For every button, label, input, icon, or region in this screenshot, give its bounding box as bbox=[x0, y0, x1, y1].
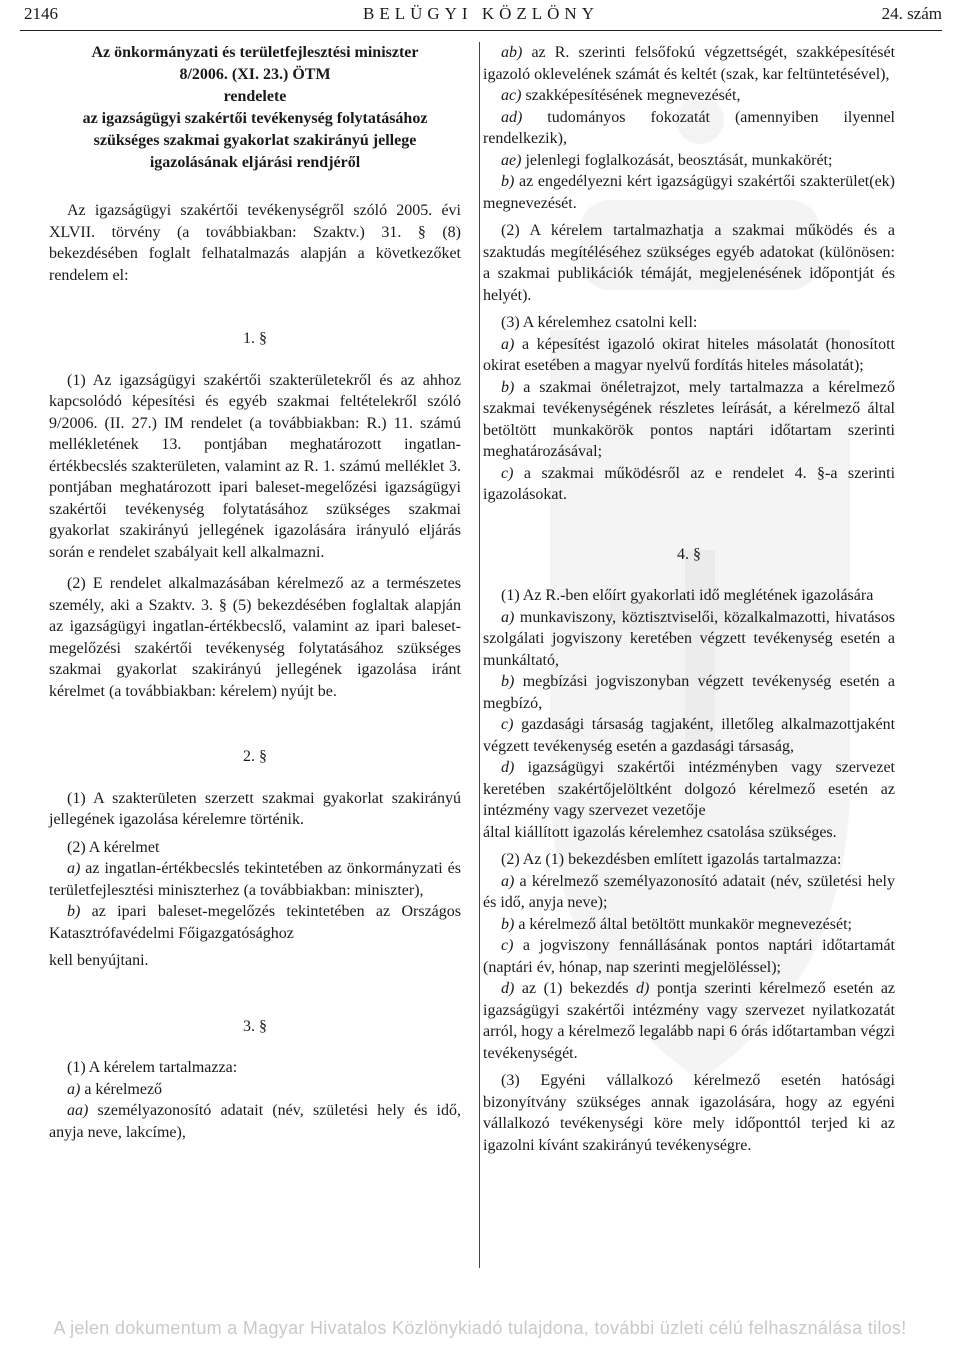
journal-title: BELÜGYI KÖZLÖNY bbox=[362, 4, 599, 23]
column-divider bbox=[479, 42, 480, 1268]
s3-item-b-label: b) bbox=[501, 173, 515, 190]
decree-title-1: Az önkormányzati és területfejlesztési miniszter bbox=[91, 44, 419, 61]
s4-item-b-text: megbízási jogviszonyban végzett tevékenység esetén a megbízó, bbox=[483, 673, 895, 712]
s4-2-item-a bbox=[483, 871, 895, 914]
s4-item-d bbox=[483, 757, 895, 822]
s2-item-b-label: b) bbox=[67, 903, 81, 920]
s2-item-a-text: az ingatlan-értékbecslés tekintetében az önkormányzati és területfejlesztési miniszterhez (a továbbiakban: miniszter), bbox=[49, 860, 462, 899]
page-number: 2146 bbox=[24, 4, 58, 23]
s3-item-a-label: a) bbox=[67, 1080, 81, 1098]
s4-item-b bbox=[483, 671, 895, 714]
s3-item-ae bbox=[483, 150, 895, 172]
s3-3-item-c-text: a szakmai működésről az e rendelet 4. §-a szerinti igazolásokat. bbox=[483, 464, 896, 503]
s3-item-b bbox=[483, 171, 895, 214]
s4-item-a-label: a) bbox=[501, 608, 515, 626]
s3-3-item-a bbox=[483, 334, 895, 377]
s4-item-a-text: munkaviszony, köztisztviselői, közalkalmazotti, hivatásos szolgálati jogviszony keretében végzett tevékenység esetén a munkáltató, bbox=[483, 608, 896, 669]
s2-item-b-text: az ipari baleset-megelőzés tekintetében az Országos Katasztrófavédelmi Főigazgatósághoz bbox=[49, 903, 461, 942]
s3-item-ab bbox=[483, 42, 895, 85]
s3-3-item-a-text: a képesítést igazoló okirat hiteles másolatát (honosított okirat esetében a magyar nyelvű fordítás hiteles másolatát); bbox=[483, 335, 896, 374]
s4-2-item-d bbox=[483, 978, 895, 1064]
s3-item-a-text: a kérelmező bbox=[84, 1080, 163, 1098]
s3-3-item-c-label: c) bbox=[501, 464, 514, 482]
s4-item-c bbox=[483, 714, 895, 757]
s4-2-item-a-text: a kérelmező személyazonosító adatait (név, születési hely és idő, anyja neve); bbox=[483, 872, 895, 911]
s3-item-a bbox=[49, 1079, 461, 1101]
section-2-heading: 2. § bbox=[243, 748, 267, 765]
s4-2-item-b-text: a kérelmező által betöltött munkakör megnevezését; bbox=[518, 915, 852, 933]
s3-item-ab-text: az R. szerinti felsőfokú végzettségét, szakképesítését igazoló oklevelének számát és keltét (szak, kar feltüntetésével), bbox=[483, 44, 896, 83]
s3-3-item-a-label: a) bbox=[501, 335, 515, 353]
s3-item-aa-text: személyazonosító adatait (név, születési hely és idő, anyja neve, lakcíme), bbox=[49, 1102, 462, 1141]
s4-item-d-text: igazságügyi szakértői intézményben vagy szervezet keretében szakértőjelöltként dolgozó kérelmező esetén az intézmény vagy szervezet vezetője bbox=[483, 759, 895, 819]
s4-2-item-d-prefix: az (1) bekezdés bbox=[521, 980, 629, 997]
s3-item-ad bbox=[483, 107, 895, 150]
section-3-heading: 3. § bbox=[243, 1017, 267, 1035]
header-rule bbox=[20, 30, 942, 31]
s2-paragraph-1: (1) A szakterületen szerzett szakmai gyakorlat szakirányú jellegének igazolása kérelemre történik. bbox=[49, 789, 461, 828]
s4-2-item-a-label: a) bbox=[501, 872, 515, 890]
s3-paragraph-1: (1) A kérelem tartalmazza: bbox=[67, 1059, 238, 1076]
s4-item-c-label: c) bbox=[501, 716, 514, 733]
s3-item-ac bbox=[483, 85, 895, 107]
preamble: Az igazságügyi szakértői tevékenységről szóló 2005. évi XLVII. törvény (a továbbiakban: Szaktv.) 31. § (8) bekezdésében foglalt felhatalmazás alapján a következőket rendelem el: bbox=[49, 202, 461, 284]
s1-paragraph-1: (1) Az igazságügyi szakértői szakterületekről és az ahhoz kapcsolódó képesítési és egyéb szakmai feltételekről szóló 9/2006. (II. 27.) IM rendelet (a továbbiakban: R.) 11. számú mellékletének 13. pontjában meghatározott ingatlan-értékbecslés szakterületen, valamint az R. 1. számú melléklet 3. pontjában meghatározott ipari baleset-megelőzési igazságügyi szakértői tevékenység folytatásához szükséges szakmai gyakorlat szakirányú jellegének igazolására irányuló eljárás során e rendelet szabályait kell alkalmazni. bbox=[49, 371, 461, 561]
s3-item-ac-label: ac) bbox=[501, 87, 522, 104]
decree-title-4: az igazságügyi szakértői tevékenység folytatásához bbox=[82, 110, 428, 127]
s4-item-a bbox=[483, 607, 895, 672]
ownership-watermark: A jelen dokumentum a Magyar Hivatalos Közlönykiadó tulajdona, további üzleti célú felhasználása tilos! bbox=[53, 1318, 907, 1338]
s4-2-item-d-label: d) bbox=[501, 980, 515, 997]
decree-title-3: rendelete bbox=[223, 88, 287, 105]
s4-2-item-b-label: b) bbox=[501, 915, 515, 933]
s2-closing: kell benyújtani. bbox=[49, 952, 149, 969]
s3-item-b-text: az engedélyezni kért igazságügyi szakértői szakterület(ek) megnevezését. bbox=[483, 173, 896, 212]
s2-paragraph-2: (2) A kérelmet bbox=[67, 838, 160, 856]
s3-3-item-b-label: b) bbox=[501, 378, 515, 396]
decree-title-5: szükséges szakmai gyakorlat szakirányú jellege bbox=[93, 132, 417, 149]
s3-3-item-c bbox=[483, 463, 895, 506]
decree-title-2: 8/2006. (XI. 23.) ÖTM bbox=[179, 66, 331, 83]
section-1-heading: 1. § bbox=[243, 330, 267, 347]
s4-paragraph-3: (3) Egyéni vállalkozó kérelmező esetén hatósági bizonyítvány szükséges annak igazolására, hogy az egyéni vállalkozó tevékenységi köre mely időponttól terjed ki az igazolni kívánt szakirányú tevékenységre. bbox=[483, 1072, 895, 1154]
s2-item-a bbox=[49, 858, 461, 901]
s4-2-item-d-ref: d) bbox=[636, 980, 650, 997]
s4-2-item-c bbox=[483, 935, 895, 978]
s4-paragraph-1: (1) Az R.-ben előírt gyakorlati idő meglétének igazolására bbox=[501, 587, 874, 604]
s3-item-ae-text: jelenlegi foglalkozását, beosztását, munkakörét; bbox=[525, 151, 833, 169]
s3-item-ad-label: ad) bbox=[501, 108, 523, 126]
s4-2-item-c-label: c) bbox=[501, 937, 514, 954]
s1-paragraph-2: (2) E rendelet alkalmazásában kérelmező az a természetes személy, aki a Szaktv. 3. § (5) bekezdésében foglaltak alapján az igazságügyi ingatlan-értékbecslő, valamint az ipari baleset-megelőzési szakértői tevékenység folytatásához szükséges szakmai gyakorlat szakirányú jellegének igazolása iránt kérelmet (a továbbiakban: kérelem) nyújt be. bbox=[49, 575, 461, 700]
s3-item-ac-text: szakképesítésének megnevezését, bbox=[525, 87, 741, 104]
s4-2-item-d-text: pontja szerinti kérelmező esetén az igazságügyi szakértői intézmény vagy szervezet nyilatkozatát arról, hogy a kérelmező legalább napi 6 órás időtartamban végzi tevékenységét. bbox=[483, 980, 896, 1062]
s4-closing: által kiállított igazolás kérelemhez csatolása szükséges. bbox=[483, 823, 837, 841]
s3-item-ae-label: ae) bbox=[501, 151, 522, 169]
s4-2-item-c-text: a jogviszony fennállásának pontos naptári időtartamát (naptári év, hónap, nap szerinti megjelöléssel); bbox=[483, 937, 895, 976]
s3-3-item-b-text: a szakmai önéletrajzot, mely tartalmazza a kérelmező szakmai tevékenységének részletes leírását, a kérelmező által betöltött munkakörök pontos naptári időtartam szerinti meghatározásával; bbox=[483, 378, 895, 460]
s3-paragraph-3: (3) A kérelemhez csatolni kell: bbox=[501, 314, 698, 331]
s4-item-b-label: b) bbox=[501, 673, 515, 690]
s3-paragraph-2: (2) A kérelem tartalmazhatja a szakmai működés és a szaktudás megítéléséhez szükséges egyéb adatokat (különösen: a szakmai publikációk témáját, megjelenésének időpontját és helyét). bbox=[483, 222, 895, 304]
s3-3-item-b bbox=[483, 377, 895, 463]
s4-2-item-b bbox=[483, 914, 895, 936]
decree-title-6: igazolásának eljárási rendjéről bbox=[149, 154, 361, 171]
s3-item-aa bbox=[49, 1100, 461, 1143]
section-4-heading: 4. § bbox=[677, 545, 701, 563]
issue-number: 24. szám bbox=[881, 4, 942, 23]
s4-item-d-label: d) bbox=[501, 759, 515, 776]
s2-item-b bbox=[49, 901, 461, 944]
page-header bbox=[20, 2, 942, 28]
s4-paragraph-2: (2) Az (1) bekezdésben említett igazolás tartalmazza: bbox=[501, 851, 842, 868]
s3-item-ab-label: ab) bbox=[501, 44, 523, 61]
right-column bbox=[483, 42, 895, 1156]
s3-item-ad-text: tudományos fokozatát (amennyiben ilyennel rendelkezik), bbox=[483, 108, 895, 147]
s4-item-c-text: gazdasági társaság tagjaként, illetőleg alkalmazottjaként végzett tevékenység esetén a gazdasági társaság, bbox=[483, 716, 896, 755]
s2-item-a-label: a) bbox=[67, 860, 81, 877]
s3-item-aa-label: aa) bbox=[67, 1102, 89, 1119]
left-column bbox=[49, 42, 461, 1143]
